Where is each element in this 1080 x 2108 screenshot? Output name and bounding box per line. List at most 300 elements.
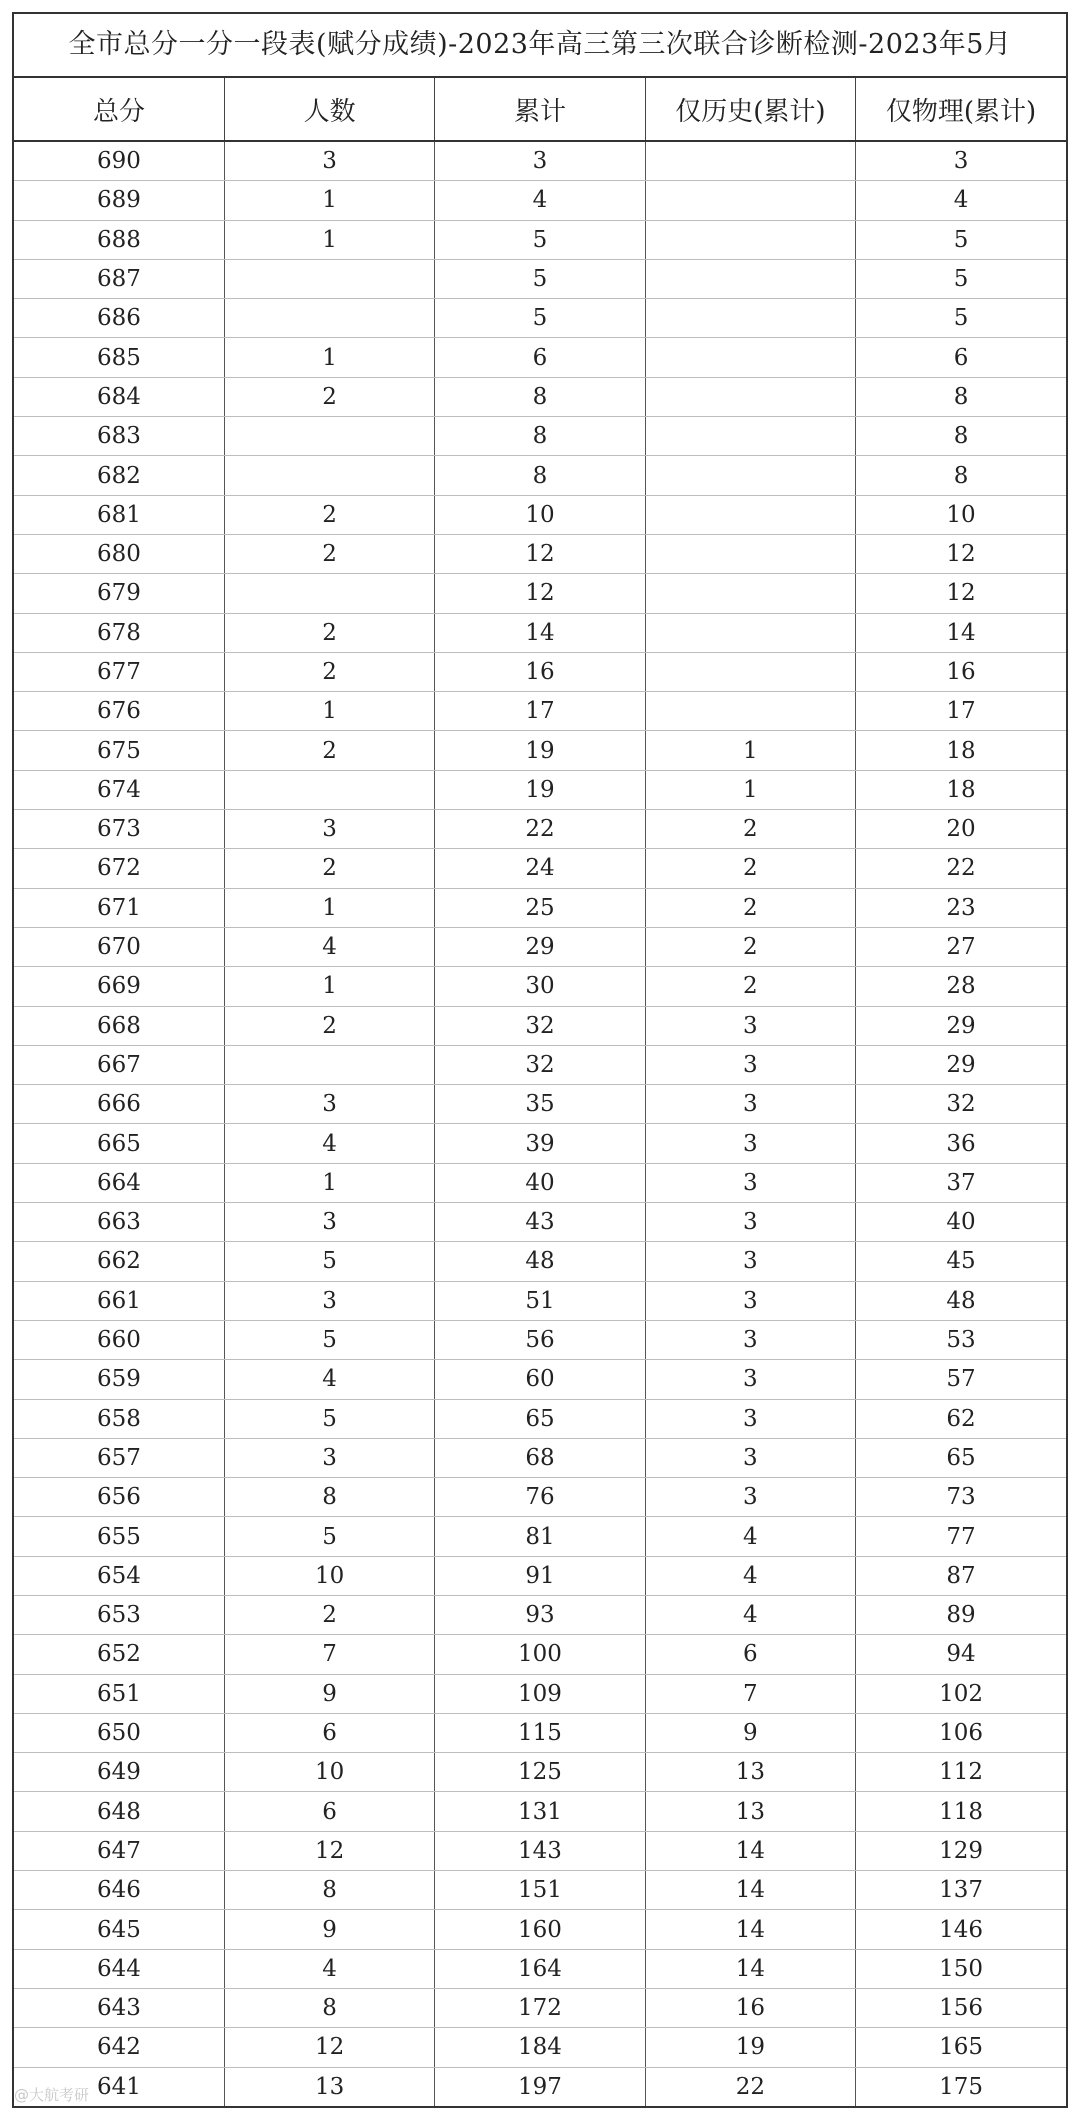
cell-physics-cumulative: 4: [856, 181, 1066, 220]
cell-total-score: 673: [14, 810, 224, 849]
cell-history-cumulative: 2: [645, 927, 855, 966]
cell-cumulative: 160: [435, 1910, 645, 1949]
cell-cumulative: 24: [435, 849, 645, 888]
cell-physics-cumulative: 62: [856, 1399, 1066, 1438]
cell-physics-cumulative: 89: [856, 1595, 1066, 1634]
cell-history-cumulative: 14: [645, 1910, 855, 1949]
cell-cumulative: 17: [435, 692, 645, 731]
table-row: [14, 1949, 1066, 1988]
table-row: [14, 810, 1066, 849]
cell-cumulative: 5: [435, 259, 645, 298]
cell-cumulative: 109: [435, 1674, 645, 1713]
cell-physics-cumulative: 118: [856, 1792, 1066, 1831]
cell-history-cumulative: 1: [645, 731, 855, 770]
cell-cumulative: 184: [435, 2028, 645, 2067]
cell-history-cumulative: 3: [645, 1478, 855, 1517]
cell-physics-cumulative: 40: [856, 1203, 1066, 1242]
cell-total-score: 645: [14, 1910, 224, 1949]
cell-physics-cumulative: 137: [856, 1871, 1066, 1910]
cell-count: 3: [224, 1438, 434, 1477]
table-row: [14, 1831, 1066, 1870]
cell-total-score: 676: [14, 692, 224, 731]
cell-count: 3: [224, 810, 434, 849]
cell-count: [224, 417, 434, 456]
cell-physics-cumulative: 12: [856, 534, 1066, 573]
table-row: [14, 1595, 1066, 1634]
cell-count: 2: [224, 534, 434, 573]
cell-history-cumulative: 3: [645, 1163, 855, 1202]
cell-physics-cumulative: 5: [856, 259, 1066, 298]
cell-total-score: 658: [14, 1399, 224, 1438]
cell-total-score: 659: [14, 1360, 224, 1399]
cell-cumulative: 68: [435, 1438, 645, 1477]
cell-total-score: 641: [14, 2067, 224, 2106]
table-row: [14, 1320, 1066, 1359]
table-row: [14, 1478, 1066, 1517]
cell-total-score: 681: [14, 495, 224, 534]
cell-total-score: 657: [14, 1438, 224, 1477]
cell-total-score: 684: [14, 377, 224, 416]
cell-physics-cumulative: 129: [856, 1831, 1066, 1870]
cell-history-cumulative: [645, 377, 855, 416]
cell-total-score: 643: [14, 1988, 224, 2027]
cell-cumulative: 51: [435, 1281, 645, 1320]
table-row: [14, 534, 1066, 573]
cell-cumulative: 40: [435, 1163, 645, 1202]
header-row: [14, 78, 1066, 141]
table-row: [14, 141, 1066, 181]
col-header-physics-cumulative: 仅物理(累计): [856, 78, 1066, 141]
table-row: [14, 1556, 1066, 1595]
cell-physics-cumulative: 28: [856, 967, 1066, 1006]
table-row: [14, 1124, 1066, 1163]
cell-total-score: 652: [14, 1635, 224, 1674]
cell-history-cumulative: 14: [645, 1949, 855, 1988]
cell-history-cumulative: 3: [645, 1006, 855, 1045]
cell-history-cumulative: 16: [645, 1988, 855, 2027]
cell-physics-cumulative: 5: [856, 220, 1066, 259]
cell-count: 12: [224, 1831, 434, 1870]
cell-total-score: 653: [14, 1595, 224, 1634]
cell-history-cumulative: 13: [645, 1753, 855, 1792]
cell-physics-cumulative: 20: [856, 810, 1066, 849]
cell-cumulative: 76: [435, 1478, 645, 1517]
table-row: [14, 1635, 1066, 1674]
cell-history-cumulative: [645, 456, 855, 495]
cell-cumulative: 5: [435, 220, 645, 259]
table-row: [14, 1674, 1066, 1713]
cell-cumulative: 22: [435, 810, 645, 849]
cell-physics-cumulative: 8: [856, 377, 1066, 416]
table-row: [14, 2028, 1066, 2067]
cell-total-score: 672: [14, 849, 224, 888]
cell-total-score: 665: [14, 1124, 224, 1163]
cell-history-cumulative: 14: [645, 1871, 855, 1910]
cell-history-cumulative: 4: [645, 1517, 855, 1556]
cell-history-cumulative: [645, 574, 855, 613]
cell-count: 2: [224, 1595, 434, 1634]
cell-total-score: 661: [14, 1281, 224, 1320]
cell-count: [224, 1045, 434, 1084]
cell-total-score: 664: [14, 1163, 224, 1202]
cell-total-score: 671: [14, 888, 224, 927]
cell-cumulative: 25: [435, 888, 645, 927]
cell-count: [224, 770, 434, 809]
score-table-sheet: [12, 12, 1068, 2108]
table-row: [14, 2067, 1066, 2106]
cell-cumulative: 8: [435, 377, 645, 416]
cell-count: 1: [224, 888, 434, 927]
cell-count: 3: [224, 1281, 434, 1320]
table-row: [14, 417, 1066, 456]
cell-count: 4: [224, 1124, 434, 1163]
cell-history-cumulative: 7: [645, 1674, 855, 1713]
cell-history-cumulative: [645, 652, 855, 691]
cell-physics-cumulative: 37: [856, 1163, 1066, 1202]
cell-history-cumulative: 4: [645, 1556, 855, 1595]
cell-count: 9: [224, 1674, 434, 1713]
cell-count: [224, 456, 434, 495]
table-row: [14, 1360, 1066, 1399]
cell-cumulative: 4: [435, 181, 645, 220]
cell-count: 4: [224, 927, 434, 966]
score-table: [14, 78, 1066, 2106]
cell-cumulative: 8: [435, 417, 645, 456]
cell-physics-cumulative: 57: [856, 1360, 1066, 1399]
cell-physics-cumulative: 112: [856, 1753, 1066, 1792]
table-row: [14, 1753, 1066, 1792]
table-row: [14, 652, 1066, 691]
cell-history-cumulative: 3: [645, 1124, 855, 1163]
cell-count: 2: [224, 731, 434, 770]
cell-total-score: 651: [14, 1674, 224, 1713]
cell-count: 8: [224, 1871, 434, 1910]
cell-physics-cumulative: 36: [856, 1124, 1066, 1163]
table-row: [14, 1399, 1066, 1438]
cell-total-score: 683: [14, 417, 224, 456]
cell-physics-cumulative: 18: [856, 770, 1066, 809]
cell-physics-cumulative: 29: [856, 1006, 1066, 1045]
table-body: [14, 141, 1066, 2106]
cell-count: 8: [224, 1988, 434, 2027]
cell-total-score: 690: [14, 141, 224, 181]
cell-physics-cumulative: 5: [856, 299, 1066, 338]
table-row: [14, 259, 1066, 298]
cell-total-score: 682: [14, 456, 224, 495]
cell-cumulative: 100: [435, 1635, 645, 1674]
cell-count: 10: [224, 1753, 434, 1792]
cell-total-score: 689: [14, 181, 224, 220]
cell-count: 3: [224, 1085, 434, 1124]
cell-cumulative: 35: [435, 1085, 645, 1124]
cell-cumulative: 12: [435, 534, 645, 573]
cell-cumulative: 30: [435, 967, 645, 1006]
cell-count: 5: [224, 1320, 434, 1359]
table-row: [14, 849, 1066, 888]
cell-physics-cumulative: 32: [856, 1085, 1066, 1124]
cell-history-cumulative: [645, 417, 855, 456]
cell-history-cumulative: 3: [645, 1281, 855, 1320]
cell-cumulative: 115: [435, 1713, 645, 1752]
table-row: [14, 1517, 1066, 1556]
table-row: [14, 299, 1066, 338]
cell-physics-cumulative: 22: [856, 849, 1066, 888]
cell-physics-cumulative: 27: [856, 927, 1066, 966]
cell-physics-cumulative: 16: [856, 652, 1066, 691]
cell-count: 3: [224, 1203, 434, 1242]
cell-count: 6: [224, 1792, 434, 1831]
cell-history-cumulative: 3: [645, 1085, 855, 1124]
cell-history-cumulative: 9: [645, 1713, 855, 1752]
table-row: [14, 1988, 1066, 2027]
cell-cumulative: 56: [435, 1320, 645, 1359]
cell-total-score: 647: [14, 1831, 224, 1870]
watermark-text: @大航考研: [14, 2086, 90, 2104]
cell-cumulative: 32: [435, 1045, 645, 1084]
cell-total-score: 648: [14, 1792, 224, 1831]
cell-total-score: 663: [14, 1203, 224, 1242]
cell-history-cumulative: 2: [645, 810, 855, 849]
cell-history-cumulative: [645, 141, 855, 181]
cell-physics-cumulative: 65: [856, 1438, 1066, 1477]
table-row: [14, 495, 1066, 534]
cell-total-score: 667: [14, 1045, 224, 1084]
cell-cumulative: 12: [435, 574, 645, 613]
table-row: [14, 613, 1066, 652]
cell-physics-cumulative: 10: [856, 495, 1066, 534]
cell-count: 7: [224, 1635, 434, 1674]
cell-history-cumulative: 19: [645, 2028, 855, 2067]
cell-total-score: 646: [14, 1871, 224, 1910]
cell-count: 4: [224, 1360, 434, 1399]
cell-cumulative: 16: [435, 652, 645, 691]
cell-history-cumulative: 2: [645, 967, 855, 1006]
cell-history-cumulative: 22: [645, 2067, 855, 2106]
cell-count: 5: [224, 1242, 434, 1281]
cell-count: 13: [224, 2067, 434, 2106]
cell-cumulative: 29: [435, 927, 645, 966]
cell-history-cumulative: 3: [645, 1203, 855, 1242]
table-row: [14, 1163, 1066, 1202]
cell-cumulative: 172: [435, 1988, 645, 2027]
cell-history-cumulative: 2: [645, 888, 855, 927]
cell-physics-cumulative: 175: [939, 2073, 983, 2100]
cell-history-cumulative: 3: [645, 1438, 855, 1477]
cell-history-cumulative: [645, 220, 855, 259]
cell-total-score: 685: [14, 338, 224, 377]
cell-count: 5: [224, 1517, 434, 1556]
cell-total-score: 686: [14, 299, 224, 338]
cell-total-score: 654: [14, 1556, 224, 1595]
cell-count: 1: [224, 220, 434, 259]
cell-physics-cumulative: 3: [856, 141, 1066, 181]
cell-cumulative: 91: [435, 1556, 645, 1595]
table-row: [14, 1910, 1066, 1949]
col-header-total-score: 总分: [14, 78, 224, 141]
cell-cumulative: 164: [435, 1949, 645, 1988]
cell-cumulative: 19: [435, 731, 645, 770]
table-row: [14, 1871, 1066, 1910]
table-row: [14, 1045, 1066, 1084]
cell-total-score: 687: [14, 259, 224, 298]
cell-history-cumulative: [645, 338, 855, 377]
table-row: [14, 181, 1066, 220]
cell-cumulative: 5: [435, 299, 645, 338]
table-row: [14, 456, 1066, 495]
cell-physics-cumulative: 146: [856, 1910, 1066, 1949]
cell-cumulative: 131: [435, 1792, 645, 1831]
cell-count: 12: [224, 2028, 434, 2067]
cell-cumulative: 43: [435, 1203, 645, 1242]
cell-history-cumulative: 3: [645, 1399, 855, 1438]
cell-physics-cumulative: 165: [856, 2028, 1066, 2067]
cell-history-cumulative: [645, 259, 855, 298]
cell-history-cumulative: 4: [645, 1595, 855, 1634]
cell-count: 2: [224, 652, 434, 691]
cell-cumulative: 39: [435, 1124, 645, 1163]
cell-total-score: 656: [14, 1478, 224, 1517]
cell-count: 5: [224, 1399, 434, 1438]
cell-count: 4: [224, 1949, 434, 1988]
cell-total-score: 674: [14, 770, 224, 809]
cell-history-cumulative: [645, 181, 855, 220]
cell-total-score: 688: [14, 220, 224, 259]
table-row: [14, 927, 1066, 966]
cell-history-cumulative: [645, 692, 855, 731]
cell-physics-cumulative: 77: [856, 1517, 1066, 1556]
cell-physics-cumulative: 87: [856, 1556, 1066, 1595]
cell-total-score: 675: [14, 731, 224, 770]
cell-count: 1: [224, 181, 434, 220]
table-row: [14, 1792, 1066, 1831]
cell-cumulative: 151: [435, 1871, 645, 1910]
table-row: [14, 888, 1066, 927]
cell-physics-cumulative: 156: [856, 1988, 1066, 2027]
cell-history-cumulative: 3: [645, 1320, 855, 1359]
cell-total-score: 662: [14, 1242, 224, 1281]
table-row: [14, 967, 1066, 1006]
cell-physics-cumulative: 45: [856, 1242, 1066, 1281]
table-title: 全市总分一分一段表(赋分成绩)-2023年高三第三次联合诊断检测-2023年5月: [14, 14, 1066, 78]
cell-total-score: 679: [14, 574, 224, 613]
cell-total-score: 680: [14, 534, 224, 573]
cell-count: 1: [224, 338, 434, 377]
cell-history-cumulative: 13: [645, 1792, 855, 1831]
cell-total-score: 678: [14, 613, 224, 652]
cell-total-score: 642: [14, 2028, 224, 2067]
cell-total-score: 666: [14, 1085, 224, 1124]
cell-count: 2: [224, 1006, 434, 1045]
cell-history-cumulative: 3: [645, 1360, 855, 1399]
table-row: [14, 1713, 1066, 1752]
cell-count: 2: [224, 613, 434, 652]
cell-cumulative: 65: [435, 1399, 645, 1438]
cell-physics-cumulative: 73: [856, 1478, 1066, 1517]
cell-count: 9: [224, 1910, 434, 1949]
cell-total-score: 650: [14, 1713, 224, 1752]
cell-cumulative: 6: [435, 338, 645, 377]
cell-total-score: 644: [14, 1949, 224, 1988]
cell-total-score: 655: [14, 1517, 224, 1556]
cell-physics-cumulative: 8: [856, 456, 1066, 495]
col-header-cumulative: 累计: [435, 78, 645, 141]
cell-cumulative: 8: [435, 456, 645, 495]
table-row: [14, 1281, 1066, 1320]
cell-physics-cumulative: 53: [856, 1320, 1066, 1359]
cell-physics-cumulative: 8: [856, 417, 1066, 456]
cell-count: [224, 299, 434, 338]
table-row: [14, 338, 1066, 377]
cell-history-cumulative: [645, 534, 855, 573]
cell-cumulative: 48: [435, 1242, 645, 1281]
cell-physics-cumulative: 23: [856, 888, 1066, 927]
cell-physics-cumulative: 17: [856, 692, 1066, 731]
cell-count: 2: [224, 849, 434, 888]
cell-history-cumulative: [645, 495, 855, 534]
cell-history-cumulative: 2: [645, 849, 855, 888]
col-header-count: 人数: [224, 78, 434, 141]
cell-total-score: 649: [14, 1753, 224, 1792]
cell-cumulative: 14: [435, 613, 645, 652]
cell-physics-cumulative: 106: [856, 1713, 1066, 1752]
cell-history-cumulative: 6: [645, 1635, 855, 1674]
table-row: [14, 1242, 1066, 1281]
cell-cumulative: 93: [435, 1595, 645, 1634]
table-row: [14, 731, 1066, 770]
cell-count: 1: [224, 967, 434, 1006]
cell-physics-cumulative: 102: [856, 1674, 1066, 1713]
cell-history-cumulative: [645, 613, 855, 652]
cell-cumulative: 197: [435, 2067, 645, 2106]
table-row: [14, 1203, 1066, 1242]
cell-physics-cumulative: 94: [856, 1635, 1066, 1674]
cell-physics-cumulative: 6: [856, 338, 1066, 377]
cell-physics-cumulative: 14: [856, 613, 1066, 652]
table-row: [14, 770, 1066, 809]
cell-total-score: 670: [14, 927, 224, 966]
cell-history-cumulative: [645, 299, 855, 338]
cell-physics-cumulative: 150: [856, 1949, 1066, 1988]
table-row: [14, 692, 1066, 731]
cell-history-cumulative: 1: [645, 770, 855, 809]
cell-cumulative: 19: [435, 770, 645, 809]
cell-count: 10: [224, 1556, 434, 1595]
table-row: [14, 377, 1066, 416]
cell-count: 6: [224, 1713, 434, 1752]
cell-count: 1: [224, 1163, 434, 1202]
cell-total-score: 669: [14, 967, 224, 1006]
cell-total-score: 677: [14, 652, 224, 691]
col-header-history-cumulative: 仅历史(累计): [645, 78, 855, 141]
cell-cumulative: 10: [435, 495, 645, 534]
cell-physics-cumulative: 12: [856, 574, 1066, 613]
table-row: [14, 574, 1066, 613]
cell-count: 2: [224, 495, 434, 534]
cell-cumulative: 125: [435, 1753, 645, 1792]
cell-cumulative: 143: [435, 1831, 645, 1870]
cell-count: [224, 259, 434, 298]
table-row: [14, 1085, 1066, 1124]
cell-count: 2: [224, 377, 434, 416]
cell-count: 3: [224, 141, 434, 181]
cell-cumulative: 81: [435, 1517, 645, 1556]
table-row: [14, 220, 1066, 259]
cell-physics-cumulative: 48: [856, 1281, 1066, 1320]
cell-cumulative: 3: [435, 141, 645, 181]
cell-count: 1: [224, 692, 434, 731]
table-row: [14, 1006, 1066, 1045]
cell-total-score: 668: [14, 1006, 224, 1045]
